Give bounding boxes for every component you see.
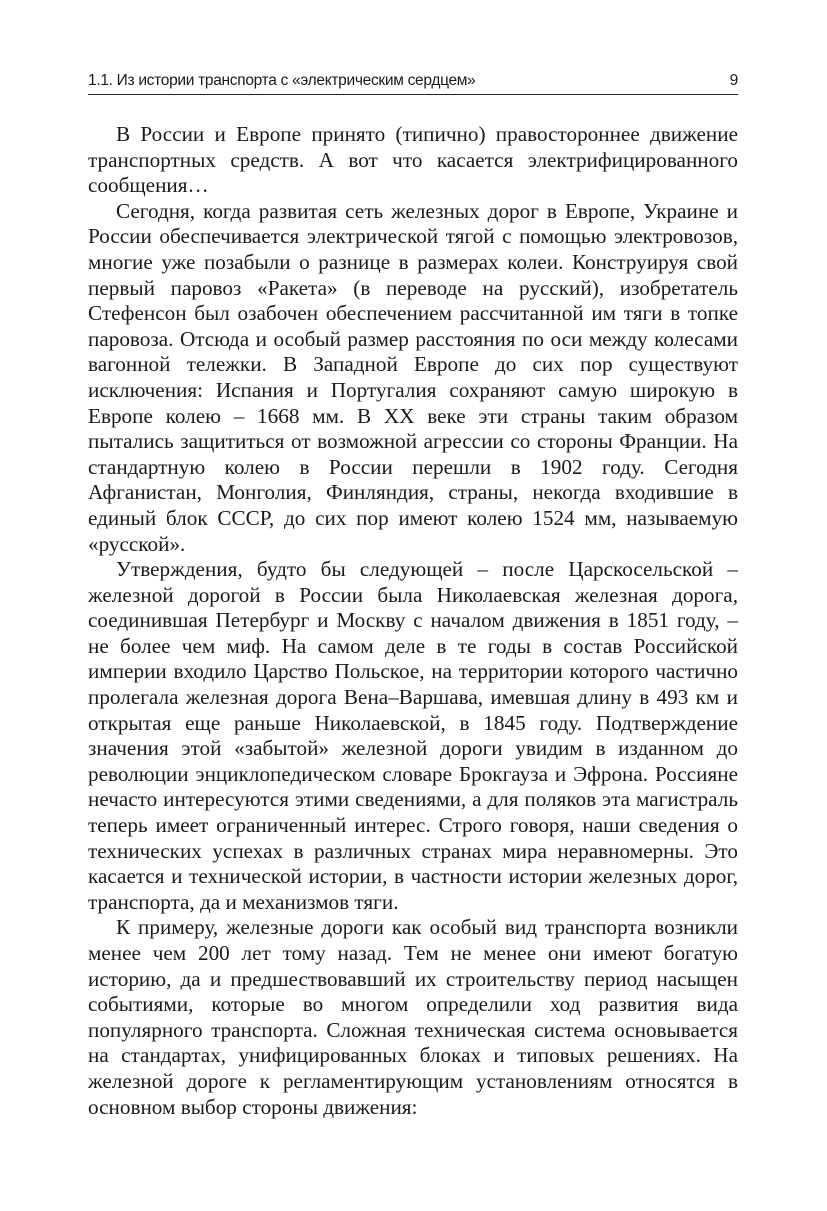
book-page: [88, 66, 738, 1120]
page-number: 9: [729, 72, 738, 89]
running-header: [88, 66, 738, 95]
paragraph: К примеру, железные дороги как особый вид транспорта возникли менее чем 200 лет тому назад. Тем не менее они имеют богатую историю, да и предшествовавший их строительству период насыщен событиями, которые во многом определили ход развития вида популярного транспорта. Сложная техническая система основывается на стандартах, унифицированных блоках и типовых решениях. На железной дороге к регламентирующим установлениям относятся в основном выбор стороны движения:: [88, 915, 738, 1119]
body-text: [88, 122, 738, 1120]
paragraph: Сегодня, когда развитая сеть железных дорог в Европе, Украине и России обеспечивается электрической тягой с помощью электровозов, многие уже позабыли о разнице в размерах колеи. Конструируя свой первый паровоз «Ракета» (в переводе на русский), изобретатель Стефенсон был озабочен обеспечением рассчитанной им тяги в топке паровоза. Отсюда и особый размер расстояния по оси между колесами вагонной тележки. В Западной Европе до сих пор существуют исключения: Испания и Португалия сохраняют самую широкую в Европе колею – 1668 мм. В XX веке эти страны таким образом пытались защититься от возможной агрессии со стороны Франции. На стандартную колею в России перешли в 1902 году. Сегодня Афганистан, Монголия, Финляндия, страны, некогда входившие в единый блок СССР, до сих пор имеют колею 1524 мм, называемую «русской».: [88, 198, 738, 556]
paragraph: Утверждения, будто бы следующей – после Царскосельской – железной дорогой в России была Николаевская железная дорога, соединившая Петербург и Москву с началом движения в 1851 году, – не более чем миф. На самом деле в те годы в состав Российской империи входило Царство Польское, на территории которого частично пролегала железная дорога Вена–Варшава, имевшая длину в 493 км и открытая еще раньше Николаевской, в 1845 году. Подтверждение значения этой «забытой» железной дороги увидим в изданном до революции энциклопедическом словаре Брокгауза и Эфрона. Россияне нечасто интересуются этими сведениями, а для поляков эта магистраль теперь имеет ограниченный интерес. Строго говоря, наши сведения о технических успехах в различных странах мира неравномерны. Это касается и технической истории, в частности истории железных дорог, транспорта, да и механизмов тяги.: [88, 557, 738, 914]
chapter-heading: 1.1. Из истории транспорта с «электрическим сердцем»: [88, 72, 476, 89]
paragraph: В России и Европе принято (типично) правостороннее движение транспортных средств. А вот что касается электрифицированного сообщения…: [88, 122, 738, 198]
